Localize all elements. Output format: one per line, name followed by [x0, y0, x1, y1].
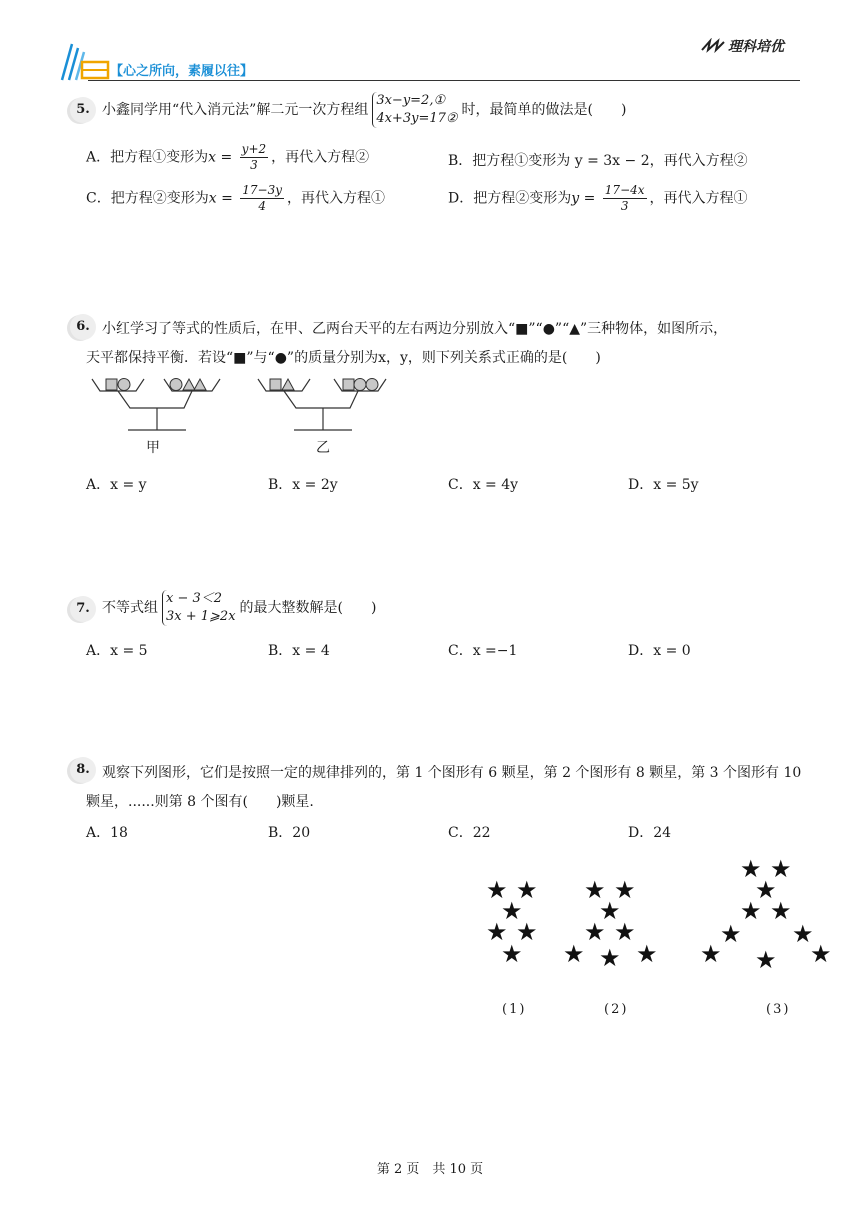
q8-line2: 颗星，......则第 8 个图有( )颗星.: [86, 794, 314, 810]
star-icon: ★: [770, 855, 792, 883]
scale-label-jia: 甲: [146, 440, 160, 456]
star-icon: ★: [516, 918, 538, 946]
star-icon: ★: [486, 876, 508, 904]
q7-option-a: A．x = 5: [86, 643, 148, 659]
q5-eq1: 3x−y=2,①: [376, 93, 446, 108]
star-icon: ★: [636, 940, 658, 968]
q7-option-c: C．x =−1: [448, 643, 518, 659]
star-icon: ★: [810, 940, 832, 968]
balance-scale-yi: [254, 374, 420, 434]
header-rule: [88, 80, 800, 81]
star-icon: ★: [563, 940, 585, 968]
star-icon: ★: [599, 944, 621, 972]
star-icon: ★: [755, 946, 777, 974]
star-icon: ★: [792, 920, 814, 948]
q5-option-c: C．把方程②变形为x = $\frac{17-3y}{4}$ ，再代入方程①: [86, 183, 386, 213]
q6-line1: 小红学习了等式的性质后，在甲、乙两台天平的左右两边分别放入“■”“●”“▲”三种物体，如图所示，: [102, 321, 728, 337]
star-icon: ★: [501, 940, 523, 968]
q5-d-fraction: $\frac{17-4x}{3}$: [604, 183, 645, 213]
q6-option-c: C．x = 4y: [448, 477, 519, 493]
q5-eq2: 4x+3y=17②: [376, 111, 458, 126]
star-icon: ★: [700, 940, 722, 968]
star-icon: ★: [770, 897, 792, 925]
q6-line2: 天平都保持平衡．若设“■”与“●”的质量分别为x，y，则下列关系式正确的是( ): [86, 350, 601, 366]
question-number-5: 5.: [70, 97, 96, 123]
star-icon: ★: [599, 897, 621, 925]
q5-a-fraction: $\frac{y+2}{3}$: [241, 142, 267, 172]
q5-option-a: A．把方程①变形为x = $\frac{y+2}{3}$ ，再代入方程②: [86, 142, 370, 172]
q7-ineq1: x − 3＜2: [166, 591, 223, 606]
star-icon: ★: [755, 876, 777, 904]
q7-option-b: B．x = 4: [268, 643, 330, 659]
star-icon: ★: [614, 876, 636, 904]
q8-option-b: B．20: [268, 825, 311, 841]
q5-option-b: B．把方程①变形为 y = 3x − 2，再代入方程②: [448, 153, 748, 169]
question-number-7: 7.: [70, 596, 96, 622]
q5-option-d: D．把方程②变形为y = $\frac{17-4x}{3}$ ，再代入方程①: [448, 183, 748, 213]
q6-option-a: A．x = y: [86, 477, 147, 493]
page-footer: 第 2 页 共 10 页: [376, 1162, 484, 1177]
brand-logo-icon: [700, 38, 726, 54]
star-icon: ★: [501, 897, 523, 925]
question-number-8: 8.: [70, 757, 96, 783]
q5-equation-system: [372, 92, 457, 128]
header-motto: 【心之所向，素履以往】: [110, 64, 254, 79]
q6-option-d: D．x = 5y: [628, 477, 699, 493]
q5-text-after: 时，最简单的做法是( ): [461, 102, 627, 118]
header-brand: 理科培优: [728, 39, 784, 55]
q7-stem: [102, 590, 376, 626]
scale-label-yi: 乙: [316, 440, 330, 456]
star-figure-label-1: (1): [502, 1002, 527, 1017]
star-icon: ★: [516, 876, 538, 904]
q7-ineq2: 3x + 1⩾2x: [166, 609, 236, 624]
star-icon: ★: [584, 918, 606, 946]
star-figure-label-3: (3): [766, 1002, 791, 1017]
q8-line1: 观察下列图形，它们是按照一定的规律排列的，第 1 个图形有 6 颗星，第 2 个图形有 8 颗星，第 3 个图形有 10: [102, 765, 802, 781]
q7-inequality-system: [162, 590, 236, 626]
question-number-6: 6.: [70, 314, 96, 340]
q7-option-d: D．x = 0: [628, 643, 691, 659]
balance-scale-jia: [88, 374, 254, 434]
q8-option-d: D．24: [628, 825, 672, 841]
star-icon: ★: [740, 855, 762, 883]
star-icon: ★: [486, 918, 508, 946]
logo-mark: [60, 38, 112, 84]
q8-option-c: C．22: [448, 825, 491, 841]
q8-option-a: A．18: [86, 825, 128, 841]
q7-text-before: 不等式组: [102, 600, 158, 616]
star-icon: ★: [614, 918, 636, 946]
q5-c-fraction: $\frac{17-3y}{4}$: [242, 183, 283, 213]
q7-text-after: 的最大整数解是( ): [239, 600, 377, 616]
star-icon: ★: [720, 920, 742, 948]
star-figure-label-2: (2): [604, 1002, 629, 1017]
q6-option-b: B．x = 2y: [268, 477, 338, 493]
star-icon: ★: [584, 876, 606, 904]
q5-stem: [102, 92, 626, 128]
star-icon: ★: [740, 897, 762, 925]
q5-text-before: 小鑫同学用“代入消元法”解二元一次方程组: [102, 102, 369, 118]
